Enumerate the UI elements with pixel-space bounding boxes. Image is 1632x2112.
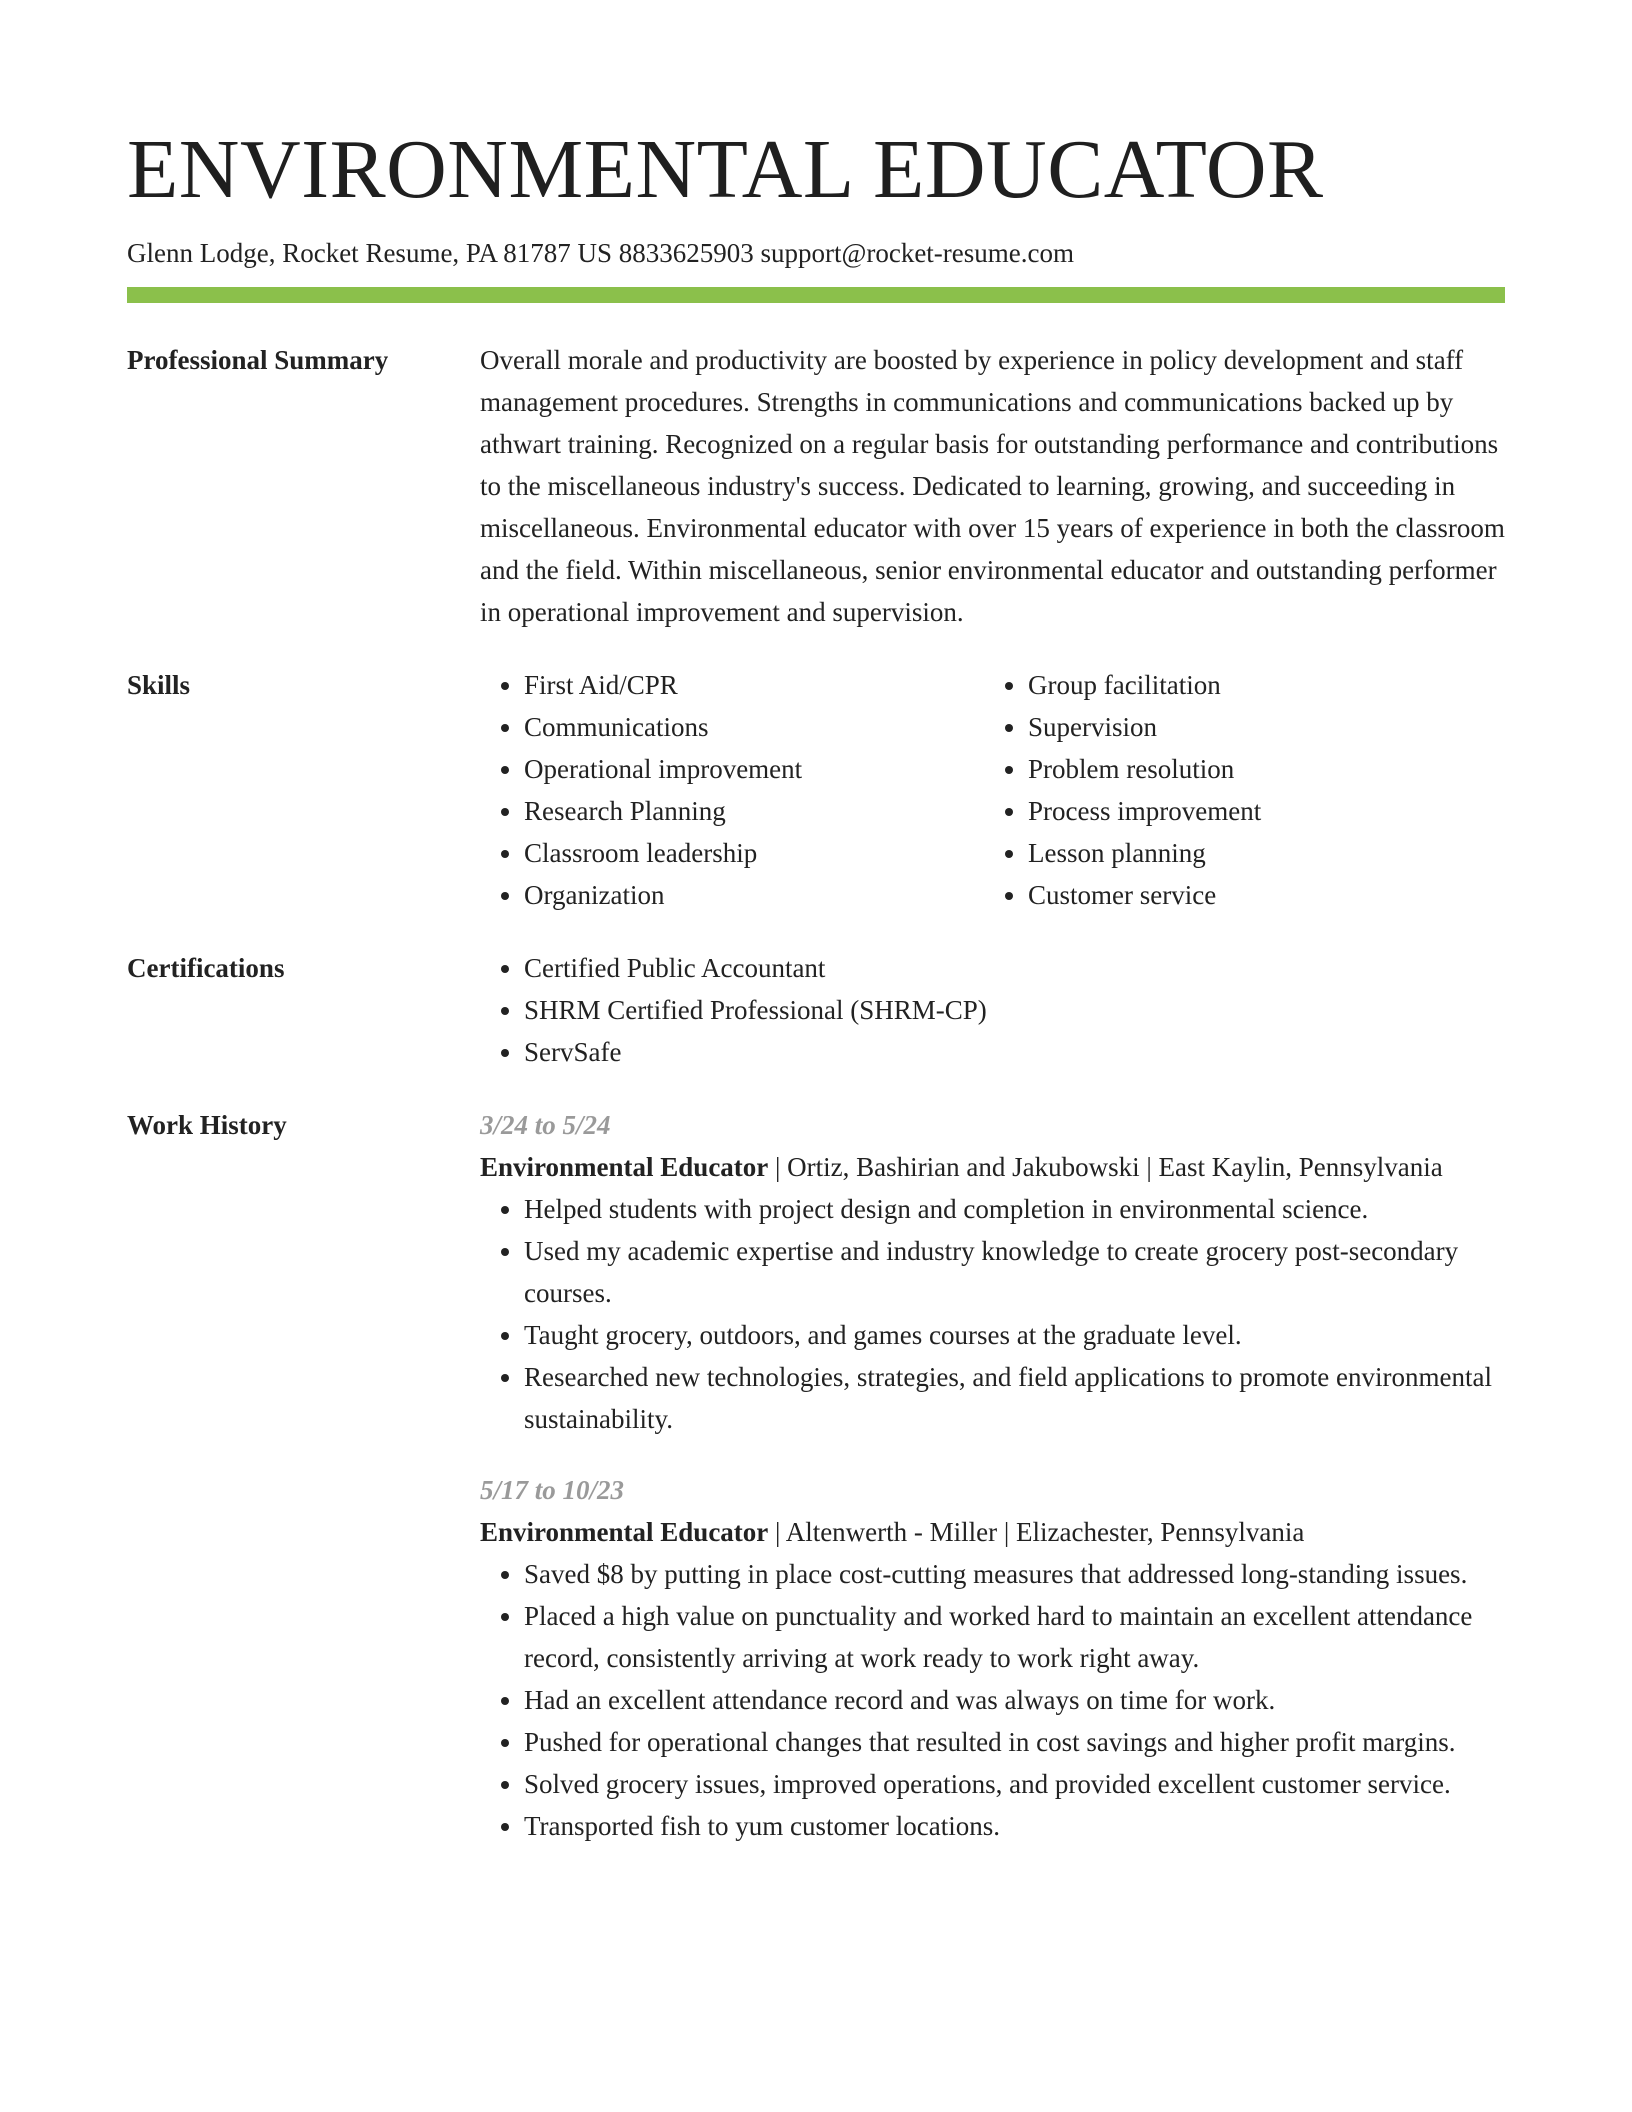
summary-body — [480, 339, 1505, 633]
certifications-label: Certifications — [127, 953, 285, 983]
summary-label: Professional Summary — [127, 345, 389, 375]
job-details: | Ortiz, Bashirian and Jakubowski | East Kaylin, Pennsylvania — [768, 1152, 1443, 1182]
certification-item: • ServSafe — [524, 1031, 1505, 1073]
summary-text: Overall morale and productivity are boosted by experience in policy development and staff management procedures. Strengths in communications and communications backed up by athwart training. Recognized on a regular basis for outstanding performance and contributions to the miscellaneous industry's success. Dedicated to learning, growing, and succeeding in miscellaneous. Environmental educator with over 15 years of experience in both the classroom and the field. Within miscellaneous, senior environmental educator and outstanding performer in operational improvement and supervision. — [480, 345, 1505, 627]
skill-item: • Supervision — [1028, 706, 1488, 748]
job-bullet: • Used my academic expertise and industry knowledge to create grocery post-secondary courses. — [524, 1230, 1505, 1314]
skills-column-right — [984, 664, 1488, 916]
skill-item: • Customer service — [1028, 874, 1488, 916]
skill-item: • Operational improvement — [524, 748, 984, 790]
skill-item: • Communications — [524, 706, 984, 748]
job-bullet: • Taught grocery, outdoors, and games courses at the graduate level. — [524, 1314, 1505, 1356]
work-history-body — [480, 1104, 1505, 1847]
job-dates: 3/24 to 5/24 — [480, 1110, 611, 1140]
job-bullet: • Researched new technologies, strategies, and field applications to promote environmental sustainability. — [524, 1356, 1505, 1440]
header-divider — [127, 287, 1505, 303]
work-history-section — [127, 1104, 1505, 1847]
skill-item: • Research Planning — [524, 790, 984, 832]
resume-title: ENVIRONMENTAL EDUCATOR — [127, 123, 1324, 216]
certification-item: • Certified Public Accountant — [524, 947, 1505, 989]
job-bullet: • Saved $8 by putting in place cost-cutting measures that addressed long-standing issues. — [524, 1553, 1505, 1595]
job-dates: 5/17 to 10/23 — [480, 1475, 625, 1505]
job-bullet: • Had an excellent attendance record and was always on time for work. — [524, 1679, 1505, 1721]
summary-section — [127, 339, 1505, 633]
certifications-list — [480, 947, 1505, 1073]
contact-line: Glenn Lodge, Rocket Resume, PA 81787 US 8833625903 support@rocket-resume.com — [127, 238, 1075, 268]
certification-item: • SHRM Certified Professional (SHRM-CP) — [524, 989, 1505, 1031]
job-entry — [480, 1104, 1505, 1440]
certifications-section — [127, 947, 1505, 1073]
skill-item: • Problem resolution — [1028, 748, 1488, 790]
skills-list-right — [984, 664, 1488, 916]
skill-item: • Process improvement — [1028, 790, 1488, 832]
job-title: Environmental Educator — [480, 1517, 769, 1547]
job-bullet: • Transported fish to yum customer locations. — [524, 1805, 1505, 1847]
job-heading — [480, 1511, 1505, 1553]
skills-section — [127, 664, 1505, 916]
skill-item: • Organization — [524, 874, 984, 916]
skills-list-left — [480, 664, 984, 916]
work-history-label: Work History — [127, 1110, 287, 1140]
certifications-body — [480, 947, 1505, 1073]
job-title: Environmental Educator — [480, 1152, 769, 1182]
resume-page — [127, 115, 1505, 1847]
job-details: | Altenwerth - Miller | Elizachester, Pennsylvania — [768, 1517, 1305, 1547]
skills-label: Skills — [127, 670, 191, 700]
job-heading — [480, 1146, 1505, 1188]
skill-item: • Group facilitation — [1028, 664, 1488, 706]
job-bullet: • Placed a high value on punctuality and worked hard to maintain an excellent attendance record, consistently arriving at work ready to work right away. — [524, 1595, 1505, 1679]
job-bullets — [480, 1553, 1505, 1847]
job-bullet: • Solved grocery issues, improved operations, and provided excellent customer service. — [524, 1763, 1505, 1805]
job-bullet: • Helped students with project design and completion in environmental science. — [524, 1188, 1505, 1230]
skills-column-left — [480, 664, 984, 916]
job-entry — [480, 1469, 1505, 1847]
job-bullets — [480, 1188, 1505, 1440]
job-bullet: • Pushed for operational changes that resulted in cost savings and higher profit margins. — [524, 1721, 1505, 1763]
skills-columns — [480, 664, 1505, 916]
skill-item: • First Aid/CPR — [524, 664, 984, 706]
skill-item: • Classroom leadership — [524, 832, 984, 874]
skill-item: • Lesson planning — [1028, 832, 1488, 874]
